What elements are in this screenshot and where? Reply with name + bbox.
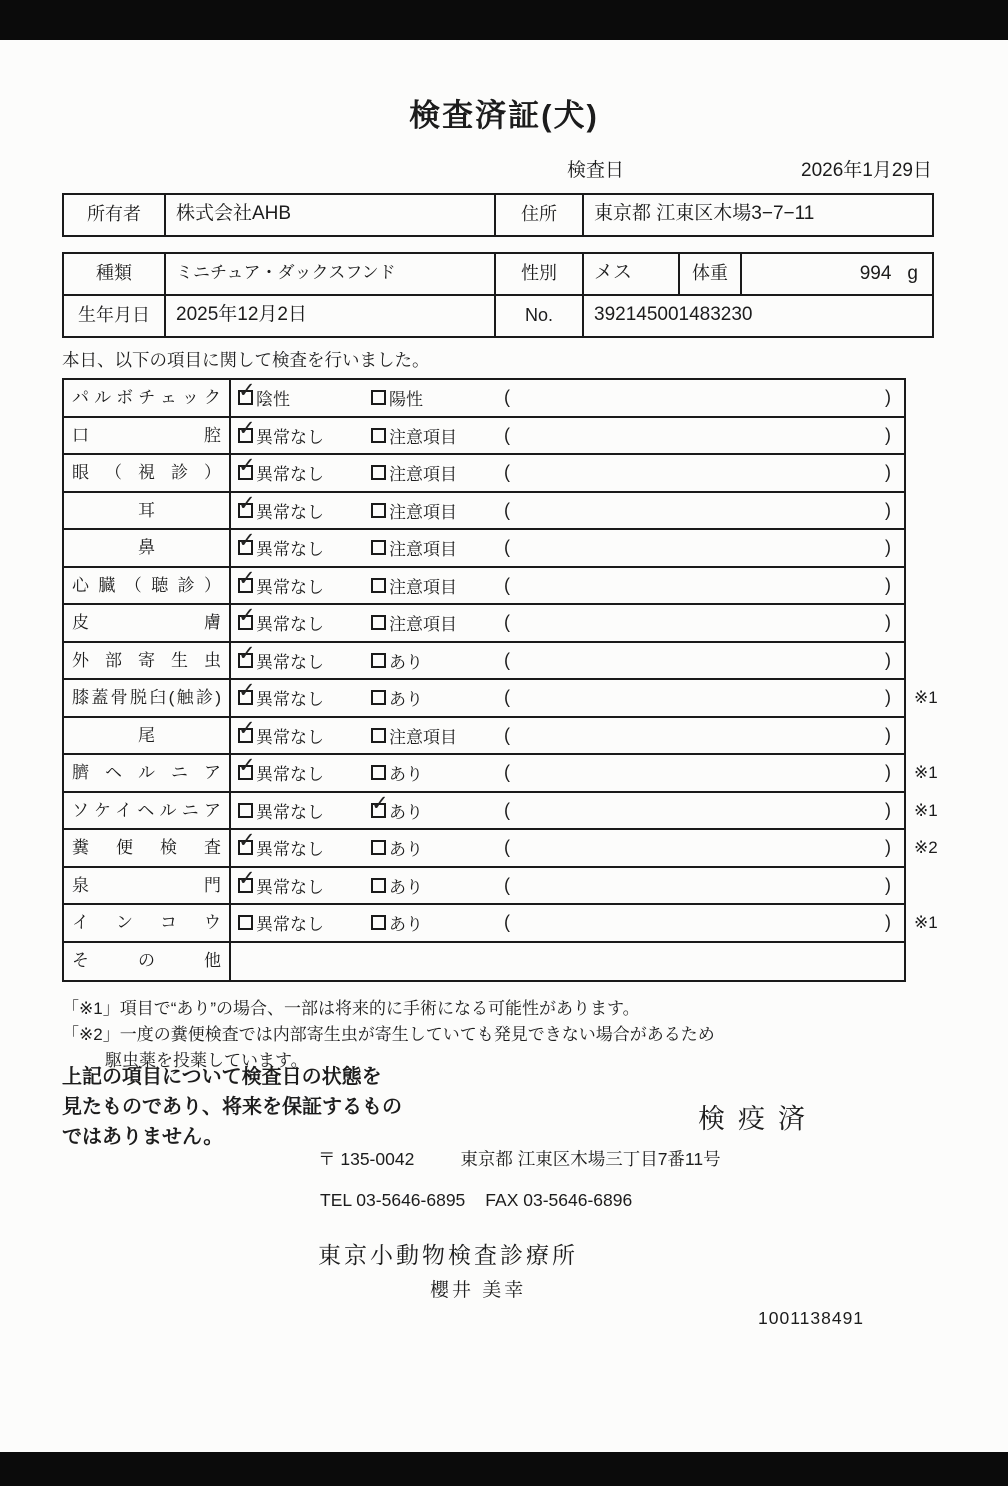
inspection-option (231, 643, 364, 679)
paren-close: ) (885, 499, 891, 520)
checkmark-icon: ✓ (238, 716, 256, 740)
paren-open: ( (504, 424, 510, 445)
checked-checkbox-icon (238, 866, 256, 893)
inspection-item-label: 眼（視診） (64, 455, 231, 491)
paren-open: ( (504, 462, 510, 483)
option-label: 異常なし (256, 577, 324, 597)
inspection-item-label: 鼻 (64, 530, 231, 566)
paren-close: ) (885, 612, 891, 633)
checked-checkbox-icon (238, 716, 256, 743)
inspection-item-label: 外部寄生虫 (64, 643, 231, 679)
inspection-option (231, 380, 364, 416)
paren-close: ) (885, 799, 891, 820)
option-label: 注意項目 (389, 577, 457, 597)
inspection-row (64, 868, 904, 906)
inspection-row (64, 829, 938, 868)
inspection-row (64, 754, 938, 793)
examiner-name: 櫻井 美幸 (430, 1280, 527, 1301)
option-label: 異常なし (256, 690, 324, 710)
inspection-row (64, 455, 904, 493)
inspection-row (64, 493, 904, 531)
inspection-item-label: ソケイヘルニア (64, 793, 231, 829)
inspection-row (64, 418, 904, 456)
paren-open: ( (504, 612, 510, 633)
clinic-address-line (318, 1146, 721, 1171)
unchecked-checkbox-icon (371, 540, 386, 555)
inspection-row (64, 530, 904, 568)
result-parentheses (494, 418, 904, 454)
result-parentheses (494, 868, 904, 904)
result-parentheses (494, 680, 904, 716)
unchecked-checkbox-icon (371, 840, 386, 855)
address-label: 住所 (494, 195, 582, 235)
option-label: 注意項目 (389, 615, 457, 635)
inspection-option (231, 718, 364, 754)
sex-value: メス (582, 254, 678, 294)
inspection-option (364, 568, 494, 604)
result-parentheses (494, 605, 904, 641)
result-parentheses (494, 755, 904, 791)
result-parentheses (494, 943, 904, 981)
option-label: あり (389, 765, 423, 785)
inspection-option (231, 455, 364, 491)
inspection-results-table (62, 378, 938, 982)
inspection-row (64, 718, 904, 756)
unchecked-checkbox-icon (371, 690, 386, 705)
address-value: 東京都 江東区木場3−7−11 (582, 195, 932, 235)
option-label: 注意項目 (389, 427, 457, 447)
option-label: 異常なし (256, 502, 324, 522)
weight-value-cell (740, 254, 932, 294)
inspection-option (364, 905, 494, 941)
unchecked-checkbox-icon (371, 503, 386, 518)
option-label: あり (389, 652, 423, 672)
option-label: 注意項目 (389, 465, 457, 485)
intro-text: 本日、以下の項目に関して検査を行いました。 (62, 350, 430, 370)
inspection-row (64, 605, 904, 643)
inspection-option (364, 605, 494, 641)
inspection-row (64, 643, 904, 681)
inspection-option (231, 680, 364, 716)
sex-label: 性別 (494, 254, 582, 294)
unchecked-checkbox-icon (371, 915, 386, 930)
inspection-option (364, 380, 494, 416)
inspection-option (231, 530, 364, 566)
checkmark-icon: ✓ (238, 866, 256, 890)
option-label: あり (389, 840, 423, 860)
inspection-option (364, 530, 494, 566)
weight-label: 体重 (678, 254, 740, 294)
paren-close: ) (885, 912, 891, 933)
paren-close: ) (885, 837, 891, 858)
weight-unit: g (907, 263, 918, 284)
paren-open: ( (504, 499, 510, 520)
inspection-option (364, 643, 494, 679)
checkmark-icon: ✓ (371, 791, 389, 815)
paren-close: ) (885, 762, 891, 783)
option-label: 異常なし (256, 877, 324, 897)
inspection-row (64, 380, 904, 418)
option-label: 異常なし (256, 615, 324, 635)
result-parentheses (494, 905, 904, 941)
paren-open: ( (504, 874, 510, 895)
footnote-1: 「※1」項目で“あり”の場合、一部は将来的に手術になる可能性があります。 (62, 999, 640, 1018)
inspection-option (231, 605, 364, 641)
inspection-option (364, 830, 494, 866)
reference-mark: ※1 (914, 800, 938, 820)
checkmark-icon: ✓ (238, 829, 256, 853)
unchecked-checkbox-icon (238, 915, 253, 930)
inspection-option (231, 905, 364, 941)
inspection-item-label: 臍ヘルニア (64, 755, 231, 791)
paren-close: ) (885, 687, 891, 708)
result-parentheses (494, 830, 904, 866)
inspection-option (231, 755, 364, 791)
inspection-date-label: 検査日 (567, 160, 625, 181)
checkmark-icon: ✓ (238, 379, 256, 403)
weight-number: 994 (859, 263, 892, 284)
pet-info-table-row2 (62, 296, 934, 338)
result-parentheses (494, 718, 904, 754)
id-number-label: No. (494, 296, 582, 336)
birthdate-value: 2025年12月2日 (164, 296, 494, 336)
option-label: 異常なし (256, 915, 324, 935)
unchecked-checkbox-icon (238, 803, 253, 818)
paren-open: ( (504, 762, 510, 783)
disclaimer-line-1: 上記の項目について検査日の状態を (62, 1066, 382, 1088)
paren-open: ( (504, 574, 510, 595)
inspection-option (364, 868, 494, 904)
paren-open: ( (504, 387, 510, 408)
clinic-address: 東京都 江東区木場三丁目7番11号 (460, 1149, 721, 1169)
fax-number: FAX 03-5646-6896 (485, 1190, 633, 1210)
result-parentheses (494, 530, 904, 566)
clinic-name: 東京小動物検査診療所 (318, 1242, 578, 1268)
option-label: 異常なし (256, 840, 324, 860)
birthdate-label: 生年月日 (78, 305, 150, 325)
inspection-option (231, 943, 364, 981)
unchecked-checkbox-icon (371, 878, 386, 893)
option-label: 異常なし (256, 765, 324, 785)
disclaimer-line-2: 見たものであり、将来を保証するもの (62, 1096, 402, 1118)
paren-open: ( (504, 649, 510, 670)
paren-open: ( (504, 687, 510, 708)
inspection-row (64, 568, 904, 606)
checkmark-icon: ✓ (238, 754, 256, 778)
id-number-value: 392145001483230 (582, 296, 932, 336)
option-label: 注意項目 (389, 502, 457, 522)
inspection-option (364, 793, 494, 829)
clinic-phone-line (320, 1190, 632, 1211)
checkmark-icon: ✓ (238, 491, 256, 515)
inspection-item-label: 泉門 (64, 868, 231, 904)
inspection-row (64, 943, 904, 981)
inspection-row (64, 791, 938, 831)
inspection-option (364, 680, 494, 716)
unchecked-checkbox-icon (371, 578, 386, 593)
option-label: あり (389, 915, 423, 935)
paren-close: ) (885, 462, 891, 483)
result-parentheses (494, 793, 904, 829)
option-label: 異常なし (256, 427, 324, 447)
checkmark-icon: ✓ (238, 454, 256, 478)
inspection-row (64, 905, 938, 943)
inspection-option (231, 868, 364, 904)
inspection-item-label: 耳 (64, 493, 231, 529)
inspection-date-row (62, 155, 932, 182)
postal-code: 〒 135-0042 (318, 1149, 415, 1169)
owner-table (62, 193, 934, 237)
paren-close: ) (885, 574, 891, 595)
option-label: 異常なし (256, 802, 324, 822)
unchecked-checkbox-icon (371, 390, 386, 405)
option-label: あり (389, 802, 423, 822)
inspection-option (231, 830, 364, 866)
checkmark-icon: ✓ (238, 679, 256, 703)
checked-checkbox-icon (238, 416, 256, 443)
result-parentheses (494, 643, 904, 679)
unchecked-checkbox-icon (371, 653, 386, 668)
inspection-option (231, 493, 364, 529)
checkmark-icon: ✓ (238, 604, 256, 628)
checked-checkbox-icon (238, 491, 256, 518)
quarantine-passed-stamp: 検疫済 (698, 1104, 818, 1134)
checkmark-icon: ✓ (238, 566, 256, 590)
paren-open: ( (504, 799, 510, 820)
paren-open: ( (504, 912, 510, 933)
unchecked-checkbox-icon (371, 765, 386, 780)
checked-checkbox-icon (238, 679, 256, 705)
option-label: 異常なし (256, 727, 324, 747)
checked-checkbox-icon (238, 566, 256, 593)
disclaimer-line-3: ではありません。 (62, 1126, 224, 1148)
checked-checkbox-icon (238, 641, 256, 668)
paren-close: ) (885, 424, 891, 445)
owner-label: 所有者 (87, 204, 141, 224)
paren-open: ( (504, 537, 510, 558)
serial-number: 1001138491 (758, 1308, 865, 1328)
unchecked-checkbox-icon (371, 465, 386, 480)
option-label: 注意項目 (389, 727, 457, 747)
option-label: あり (389, 690, 423, 710)
checked-checkbox-icon (238, 754, 256, 780)
checkmark-icon: ✓ (238, 529, 256, 553)
inspection-option (231, 568, 364, 604)
option-label: あり (389, 877, 423, 897)
result-parentheses (494, 493, 904, 529)
result-parentheses (494, 455, 904, 491)
option-label: 注意項目 (389, 540, 457, 560)
result-parentheses (494, 380, 904, 416)
inspection-row (64, 679, 938, 718)
reference-mark: ※1 (914, 913, 938, 932)
inspection-option (231, 418, 364, 454)
paren-close: ) (885, 649, 891, 670)
checked-checkbox-icon (238, 829, 256, 855)
inspection-option (364, 718, 494, 754)
paren-close: ) (885, 724, 891, 745)
option-label: 陽性 (389, 390, 423, 410)
inspection-option (364, 755, 494, 791)
reference-mark: ※1 (914, 688, 938, 707)
footnote-2-line1: 「※2」一度の糞便検査では内部寄生虫が寄生していても発見できない場合があるため (62, 1025, 715, 1044)
footnote-2-line2: 駆虫薬を投薬しています。 (105, 1051, 308, 1070)
paren-close: ) (885, 537, 891, 558)
reference-mark: ※1 (914, 763, 938, 782)
option-label: 異常なし (256, 540, 324, 560)
inspection-item-label: 皮膚 (64, 605, 231, 641)
pet-info-table-row1 (62, 252, 934, 296)
inspection-item-label: 口腔 (64, 418, 231, 454)
inspection-item-label: インコウ (64, 905, 231, 941)
inspection-item-label: 膝蓋骨脱臼(触診) (64, 680, 231, 716)
inspection-item-label: 尾 (64, 718, 231, 754)
option-label: 陰性 (256, 390, 290, 410)
paren-open: ( (504, 724, 510, 745)
option-label: 異常なし (256, 465, 324, 485)
owner-value: 株式会社AHB (164, 195, 494, 235)
unchecked-checkbox-icon (371, 615, 386, 630)
disclaimer-text (62, 1062, 402, 1152)
result-parentheses (494, 568, 904, 604)
document-title: 検査済証(犬) (409, 98, 599, 133)
breed-label: 種類 (96, 263, 132, 283)
tel-number: TEL 03-5646-6895 (320, 1190, 466, 1210)
paren-open: ( (504, 837, 510, 858)
scan-edge-top (0, 0, 1008, 40)
unchecked-checkbox-icon (371, 428, 386, 443)
inspection-item-label: 糞便検査 (64, 830, 231, 866)
paren-close: ) (885, 874, 891, 895)
inspection-date-value: 2026年1月29日 (801, 160, 932, 181)
inspection-option (364, 943, 494, 981)
checked-checkbox-icon (371, 791, 389, 818)
breed-value: ミニチュア・ダックスフンド (164, 254, 494, 294)
inspection-item-label: 心臓（聴診） (64, 568, 231, 604)
scan-edge-bottom (0, 1452, 1008, 1486)
paren-close: ) (885, 387, 891, 408)
checked-checkbox-icon (238, 529, 256, 555)
inspection-option (364, 493, 494, 529)
checkmark-icon: ✓ (238, 641, 256, 665)
unchecked-checkbox-icon (371, 728, 386, 743)
inspection-option (364, 418, 494, 454)
checkmark-icon: ✓ (238, 416, 256, 440)
inspection-item-label: パルボチェック (64, 380, 231, 416)
option-label: 異常なし (256, 652, 324, 672)
inspection-item-label: その他 (64, 943, 231, 981)
checked-checkbox-icon (238, 604, 256, 630)
inspection-option (231, 793, 364, 829)
checked-checkbox-icon (238, 454, 256, 480)
reference-mark: ※2 (914, 838, 938, 857)
checked-checkbox-icon (238, 379, 256, 405)
inspection-option (364, 455, 494, 491)
